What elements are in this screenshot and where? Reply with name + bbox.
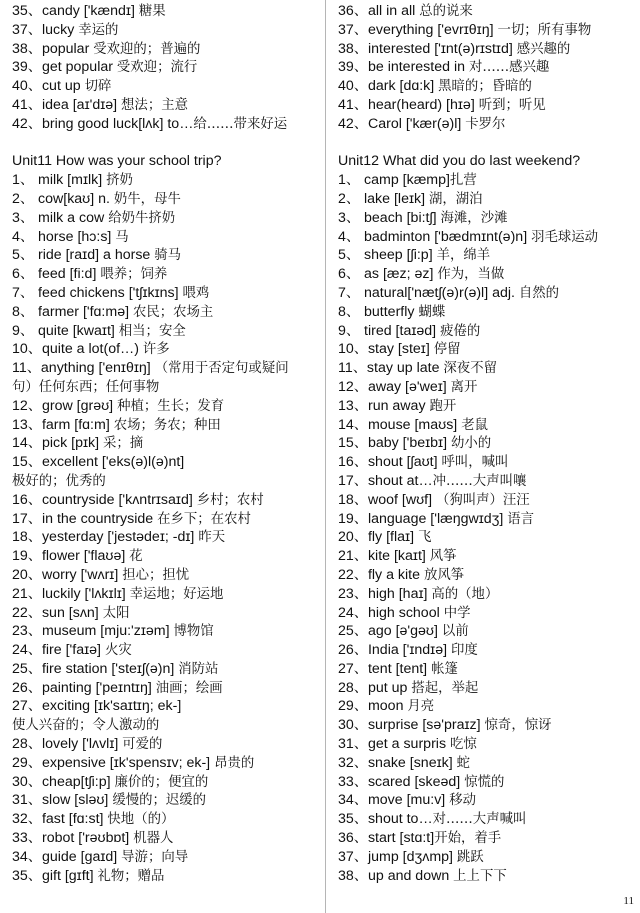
english-term: 13、farm [fɑ:m] [12, 416, 114, 433]
spacer [338, 134, 634, 153]
vocab-line [12, 867, 322, 886]
chinese-meaning: 风筝 [429, 549, 457, 565]
english-term: 23、museum [mju:'zɪəm] [12, 623, 174, 640]
column-divider [325, 0, 326, 913]
vocab-line [338, 21, 634, 40]
unit12-title: Unit12 What did you do last weekend? [338, 153, 581, 170]
vocab-line [338, 115, 634, 134]
vocab-line [12, 810, 322, 829]
vocab-line [12, 829, 322, 848]
english-term: 20、worry ['wʌrɪ] [12, 566, 123, 583]
vocab-line [12, 716, 322, 735]
vocab-line [338, 491, 634, 510]
chinese-meaning: 惊慌的 [464, 774, 505, 790]
english-term: 9、 tired [taɪəd] [338, 322, 441, 339]
english-term: 35、candy ['kændɪ] [12, 3, 139, 19]
vocab-line [12, 773, 322, 792]
chinese-meaning: 自然的 [518, 285, 560, 301]
vocab-line [12, 378, 322, 397]
chinese-meaning: 感兴趣的 [516, 41, 571, 57]
chinese-meaning: 可爱的 [122, 737, 163, 753]
english-term: 27、tent [tent] [338, 660, 432, 677]
english-term: 27、exciting [ɪk'saɪtɪŋ; ek-] [12, 698, 182, 715]
chinese-meaning: 开始，着手 [434, 831, 502, 847]
english-term: 19、language ['læŋgwɪdʒ] [338, 510, 508, 527]
chinese-meaning: 油画；绘画 [155, 680, 223, 696]
english-term: 30、surprise [sə'praɪz] [338, 717, 485, 734]
vocab-line [338, 510, 634, 529]
chinese-meaning: 农民；农场主 [132, 304, 214, 320]
chinese-meaning: （常用于否定句或疑问 [154, 361, 289, 377]
english-term: 5、 ride [raɪd] a horse [12, 247, 155, 264]
chinese-meaning: 湖，湖泊 [429, 191, 483, 207]
english-term: 16、countryside ['kʌntrɪsaɪd] [12, 491, 197, 508]
vocab-line [338, 641, 634, 660]
vocab-line [12, 40, 322, 59]
chinese-meaning: 许多 [142, 342, 170, 358]
chinese-meaning: 蝴蝶 [418, 304, 446, 320]
vocab-line [338, 716, 634, 735]
english-term: 39、be interested in [338, 59, 469, 76]
vocab-line [12, 246, 322, 265]
vocab-line [12, 228, 322, 247]
english-term: 4、 horse [hɔ:s] [12, 228, 116, 245]
vocab-line [12, 604, 322, 623]
chinese-meaning: 喂鸡 [182, 285, 210, 301]
chinese-meaning: 想法；主意 [121, 97, 188, 113]
english-term: 23、high [haɪ] [338, 585, 432, 602]
chinese-meaning: 给……带来好运 [193, 116, 288, 132]
chinese-meaning: 受欢迎；流行 [116, 60, 198, 76]
vocab-line [12, 453, 322, 472]
vocab-line [12, 660, 322, 679]
chinese-meaning: 移动 [449, 793, 476, 809]
chinese-meaning: 给奶牛挤奶 [108, 210, 176, 226]
right-vocab-list [338, 171, 634, 885]
english-term: 6、 as [æz; əz] [338, 266, 438, 283]
vocab-line [338, 660, 634, 679]
chinese-meaning: 幸运地；好运地 [129, 586, 224, 602]
vocab-line [338, 303, 634, 322]
english-term: 9、 quite [kwaɪt] [12, 322, 119, 339]
vocab-line [12, 754, 322, 773]
vocab-line [12, 397, 322, 416]
english-term: 1、 camp [kæmp] [338, 172, 450, 189]
vocab-line [338, 604, 634, 623]
vocab-line [12, 735, 322, 754]
vocab-line [338, 829, 634, 848]
vocab-line [338, 284, 634, 303]
english-term: 38、up and down [338, 867, 454, 884]
chinese-meaning: 幼小的 [450, 436, 492, 452]
vocab-line [338, 566, 634, 585]
chinese-meaning: 中学 [443, 605, 471, 621]
english-term: 15、excellent ['eks(ə)l(ə)nt] [12, 454, 185, 471]
english-term: 22、fly a kite [338, 566, 424, 583]
chinese-meaning: 博物馆 [173, 624, 214, 640]
chinese-meaning: 老鼠 [461, 417, 488, 433]
english-term: 21、luckily ['lʌkɪlɪ] [12, 585, 130, 602]
left-vocab-list [12, 171, 322, 885]
vocab-line [12, 284, 322, 303]
chinese-meaning: 采；摘 [103, 436, 144, 452]
vocab-line [338, 697, 634, 716]
chinese-meaning: 喂养；饲养 [100, 267, 168, 283]
vocab-line [338, 754, 634, 773]
english-term: 42、bring good luck[lʌk] to… [12, 115, 194, 132]
vocab-line [12, 340, 322, 359]
vocab-line [12, 566, 322, 585]
english-term: 22、sun [sʌn] [12, 604, 103, 621]
chinese-meaning: 印度 [450, 643, 478, 659]
chinese-meaning: 飞 [417, 530, 432, 546]
english-term: 10、quite a lot(of…) [12, 341, 143, 358]
chinese-meaning: 疲倦的 [440, 323, 481, 339]
vocab-line [338, 867, 634, 886]
vocab-line [338, 791, 634, 810]
english-term: 24、high school [338, 604, 444, 621]
chinese-meaning: 呼叫，喊叫 [441, 455, 509, 471]
chinese-meaning: 担心；担忧 [122, 567, 190, 583]
chinese-meaning: 对……感兴趣 [468, 60, 550, 76]
chinese-meaning: 马 [115, 229, 129, 245]
chinese-meaning: 花 [129, 549, 143, 565]
chinese-meaning: 句）任何东西；任何事物 [12, 379, 160, 395]
english-term: 17、in the countryside [12, 510, 158, 527]
english-term: 39、get popular [12, 59, 117, 76]
english-term: 28、lovely ['lʌvlɪ] [12, 736, 123, 753]
chinese-meaning: 极好的；优秀的 [12, 473, 106, 489]
chinese-meaning: 种植；生长；发育 [117, 398, 225, 414]
english-term: 7、 natural['nætʃ(ə)r(ə)l] adj. [338, 284, 519, 301]
english-term: 36、start [stɑ:t] [338, 830, 435, 847]
english-term: 19、flower ['flaʊə] [12, 548, 130, 565]
english-term: 31、get a surpris [338, 736, 450, 753]
unit11-title: Unit11 How was your school trip? [12, 153, 222, 170]
vocab-line [12, 2, 322, 21]
chinese-meaning: 消防站 [178, 661, 219, 677]
chinese-meaning: 太阳 [102, 605, 130, 621]
chinese-meaning: 缓慢的；迟缓的 [112, 793, 207, 809]
chinese-meaning: 羽毛球运动 [531, 229, 599, 245]
english-term: 37、jump [dʒʌmp] [338, 848, 457, 865]
english-term: 21、kite [kaɪt] [338, 548, 430, 565]
vocab-line [12, 21, 322, 40]
vocab-line [12, 303, 322, 322]
vocab-line [338, 246, 634, 265]
english-term: 20、fly [flaɪ] [338, 529, 418, 546]
chinese-meaning: 总的说来 [419, 4, 473, 19]
english-term: 38、interested ['ɪnt(ə)rɪstɪd] [338, 40, 517, 57]
vocab-line [338, 228, 634, 247]
chinese-meaning: 以前 [441, 624, 469, 640]
chinese-meaning: 停留 [433, 342, 461, 358]
spacer [12, 134, 322, 153]
right-column [338, 2, 634, 885]
vocab-line [12, 622, 322, 641]
english-term: 18、woof [wʊf] [338, 491, 436, 508]
vocab-line [12, 434, 322, 453]
english-term: 10、stay [steɪ] [338, 341, 434, 358]
vocab-line [12, 472, 322, 491]
vocab-line [338, 77, 634, 96]
chinese-meaning: 使人兴奋的；令人激动的 [12, 718, 160, 734]
chinese-meaning: 奶牛，母牛 [113, 191, 181, 207]
chinese-meaning: 吃惊 [449, 737, 477, 753]
english-term: 16、shout [ʃaʊt] [338, 454, 442, 471]
vocab-line [12, 585, 322, 604]
vocab-line [338, 679, 634, 698]
vocab-line [12, 265, 322, 284]
chinese-meaning: 廉价的；便宜的 [114, 774, 209, 790]
english-term: 5、 sheep [ʃi:p] [338, 247, 437, 264]
vocab-line [338, 735, 634, 754]
chinese-meaning: （狗叫声）汪汪 [435, 492, 530, 508]
chinese-meaning: 幸运的 [78, 22, 119, 38]
english-term: 32、snake [sneɪk] [338, 754, 457, 771]
vocab-line [338, 2, 634, 21]
english-term: 29、moon [338, 698, 408, 715]
english-term: 1、 milk [mɪlk] [12, 172, 107, 189]
english-term: 12、away [ə'weɪ] [338, 378, 451, 395]
english-term: 3、 milk a cow [12, 209, 109, 226]
chinese-meaning: 蛇 [456, 755, 471, 771]
chinese-meaning: 昨天 [198, 530, 226, 546]
chinese-meaning: 月亮 [407, 699, 435, 715]
english-term: 34、guide [gaɪd] [12, 848, 122, 865]
vocab-line [12, 641, 322, 660]
chinese-meaning: 扎营 [449, 173, 477, 189]
vocab-line [338, 528, 634, 547]
vocab-line [12, 190, 322, 209]
vocab-line [338, 359, 634, 378]
vocab-line [12, 510, 322, 529]
vocab-line [338, 810, 634, 829]
chinese-meaning: 乡村；农村 [196, 492, 264, 508]
left-top-list [12, 2, 322, 134]
chinese-meaning: 跑开 [429, 398, 457, 414]
vocab-line [12, 58, 322, 77]
vocab-line [338, 322, 634, 341]
english-term: 11、stay up late [338, 360, 444, 377]
vocab-line [12, 848, 322, 867]
english-term: 38、popular [12, 40, 94, 57]
vocab-line [12, 416, 322, 435]
vocab-line [338, 848, 634, 867]
chinese-meaning: 语言 [507, 511, 535, 527]
chinese-meaning: 帐篷 [431, 661, 458, 677]
chinese-meaning: 搭起，举起 [411, 680, 479, 696]
chinese-meaning: 一切；所有事物 [497, 22, 592, 38]
chinese-meaning: 对……大声喊叫 [432, 812, 527, 828]
vocab-line [12, 679, 322, 698]
vocab-line [338, 397, 634, 416]
english-term: 25、fire station ['steɪʃ(ə)n] [12, 660, 179, 677]
chinese-meaning: 骑马 [154, 248, 182, 264]
chinese-meaning: 上上下下 [453, 868, 507, 884]
english-term: 7、 feed chickens ['tʃɪkɪns] [12, 284, 183, 301]
english-term: 6、 feed [fi:d] [12, 266, 101, 283]
chinese-meaning: 礼物；赠品 [97, 868, 165, 884]
english-term: 15、baby ['beɪbɪ] [338, 435, 451, 452]
english-term: 2、 lake [leɪk] [338, 190, 429, 207]
chinese-meaning: 黑暗的；昏暗的 [438, 79, 532, 95]
vocab-line [338, 622, 634, 641]
english-term: 41、idea [aɪ'dɪə] [12, 96, 122, 113]
chinese-meaning: 昂贵的 [214, 755, 255, 771]
english-term: 8、 farmer ['fɑ:mə] [12, 303, 133, 320]
vocab-line [338, 40, 634, 59]
vocab-line [338, 209, 634, 228]
english-term: 41、hear(heard) [hɪə] [338, 96, 479, 113]
english-term: 3、 beach [bi:tʃ] [338, 209, 441, 226]
chinese-meaning: 受欢迎的；普遍的 [93, 41, 201, 57]
chinese-meaning: 离开 [450, 379, 478, 395]
vocab-line [12, 77, 322, 96]
english-term: 18、yesterday ['jestədeɪ; -dɪ] [12, 529, 199, 546]
vocab-line [12, 322, 322, 341]
english-term: 37、lucky [12, 21, 79, 38]
chinese-meaning: 相当；安全 [118, 323, 186, 339]
vocab-line [338, 453, 634, 472]
english-term: 40、dark [dɑ:k] [338, 78, 439, 95]
vocab-line [338, 265, 634, 284]
english-term: 33、robot ['rəʊbɒt] [12, 830, 134, 847]
english-term: 30、cheap[tʃi:p] [12, 773, 115, 790]
english-term: 26、India ['ɪndɪə] [338, 642, 451, 659]
english-term: 13、run away [338, 397, 430, 414]
chinese-meaning: 海滩，沙滩 [440, 210, 508, 226]
english-term: 37、everything ['evrɪθɪŋ] [338, 21, 498, 38]
english-term: 26、painting ['peɪntɪŋ] [12, 679, 156, 696]
vocab-line [12, 528, 322, 547]
vocab-line [338, 416, 634, 435]
english-term: 11、anything ['enɪθɪŋ] [12, 360, 155, 377]
english-term: 2、 cow[kaʊ] n. [12, 190, 114, 207]
vocab-line [12, 96, 322, 115]
vocab-line [12, 171, 322, 190]
chinese-meaning: 糖果 [138, 4, 166, 19]
english-term: 42、Carol ['kær(ə)l] [338, 115, 466, 132]
english-term: 14、pick [pɪk] [12, 435, 103, 452]
chinese-meaning: 导游；向导 [121, 849, 189, 865]
english-term: 29、expensive [ɪk'spensɪv; ek-] [12, 754, 215, 771]
english-term: 35、shout to… [338, 811, 433, 828]
page-number: 11 [623, 895, 634, 907]
english-term: 33、scared [skeəd] [338, 773, 465, 790]
vocab-line [338, 340, 634, 359]
chinese-meaning: 快地（的） [107, 812, 175, 828]
english-term: 12、grow [grəʊ] [12, 397, 118, 414]
chinese-meaning: 在乡下；在农村 [157, 511, 251, 527]
vocab-line [338, 58, 634, 77]
vocab-line [12, 697, 322, 716]
chinese-meaning: 农场；务农；种田 [113, 417, 221, 433]
english-term: 35、gift [gɪft] [12, 867, 98, 884]
english-term: 40、cut up [12, 78, 85, 95]
vocab-line [338, 96, 634, 115]
chinese-meaning: 机器人 [133, 831, 174, 847]
vocab-line [338, 547, 634, 566]
chinese-meaning: 听到；听见 [478, 97, 546, 113]
english-term: 25、ago [ə'gəʊ] [338, 623, 442, 640]
english-term: 24、fire ['faɪə] [12, 642, 105, 659]
english-term: 8、 butterfly [338, 303, 419, 320]
chinese-meaning: 火灾 [104, 643, 132, 659]
chinese-meaning: 作为，当做 [437, 267, 505, 283]
english-term: 32、fast [fɑ:st] [12, 811, 108, 828]
vocab-line [338, 378, 634, 397]
vocab-line [12, 359, 322, 378]
vocab-line [338, 585, 634, 604]
english-term: 36、all in all [338, 3, 420, 19]
chinese-meaning: 高的（地） [431, 586, 499, 602]
vocab-line [12, 209, 322, 228]
vocab-line [12, 115, 322, 134]
chinese-meaning: 切碎 [84, 79, 112, 95]
chinese-meaning: 跳跃 [456, 849, 484, 865]
vocab-line [12, 491, 322, 510]
chinese-meaning: 挤奶 [106, 173, 133, 189]
chinese-meaning: 羊，绵羊 [436, 248, 491, 264]
vocab-line [338, 190, 634, 209]
vocab-line [338, 472, 634, 491]
english-term: 17、shout at… [338, 472, 433, 489]
vocab-line [338, 171, 634, 190]
chinese-meaning: 卡罗尔 [465, 116, 506, 132]
vocab-line [338, 434, 634, 453]
left-column [12, 2, 322, 885]
vocab-line [338, 773, 634, 792]
right-top-list [338, 2, 634, 134]
english-term: 31、slow [sləʊ] [12, 792, 113, 809]
chinese-meaning: 深夜不留 [443, 361, 497, 377]
english-term: 14、mouse [maʊs] [338, 416, 462, 433]
english-term: 4、 badminton ['bædmɪnt(ə)n] [338, 228, 532, 245]
chinese-meaning: 放风筝 [423, 567, 465, 583]
english-term: 34、move [mu:v] [338, 792, 450, 809]
chinese-meaning: 惊奇，惊讶 [484, 718, 552, 734]
chinese-meaning: 冲……大声叫嚷 [432, 473, 527, 489]
english-term: 28、put up [338, 679, 412, 696]
vocab-line [12, 791, 322, 810]
vocab-line [12, 547, 322, 566]
